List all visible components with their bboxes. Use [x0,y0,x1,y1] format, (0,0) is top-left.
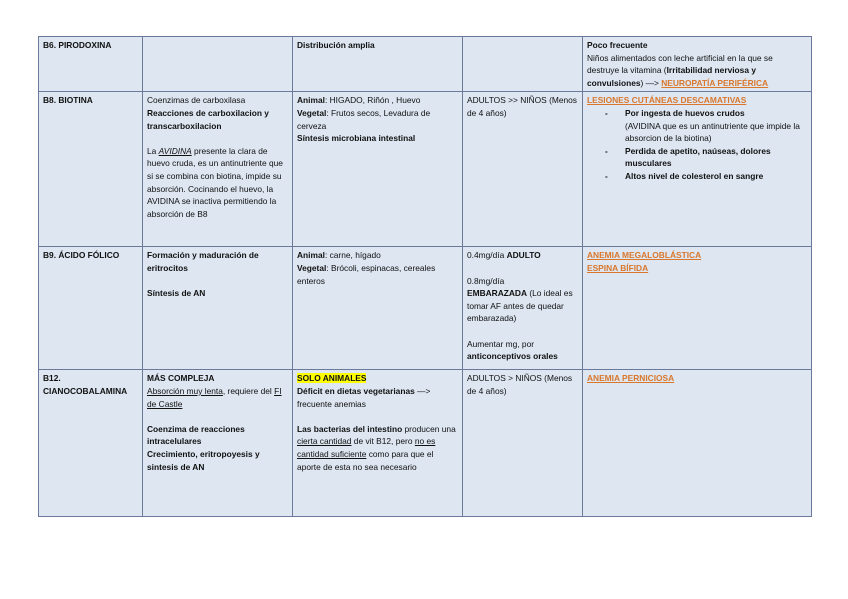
b6-deficiency-title: Poco frecuente [587,40,648,50]
table-row-b8 [39,92,812,247]
b9-espina-bifida: ESPINA BÍFIDA [587,262,649,273]
b12-coenzyme: Coenzima de reacciones intracelulares [147,423,245,447]
b8-item-1-bold: Por ingesta de huevos crudos [625,107,745,118]
b9-pregnant [467,287,578,325]
b6-deficiency-text [587,52,807,90]
b12-growth: Crecimiento, eritropoyesis y sintesis de AN [147,448,260,472]
b9-vegetal-label: Vegetal [297,262,327,273]
b8-animal [297,94,458,107]
b12-sources [293,370,463,517]
table-row-b6 [39,37,812,92]
b8-vegetal-label: Vegetal [297,107,327,118]
b9-requirements [463,247,583,370]
b8-vegetal-text: : Frutos secos, Levadura de cerveza [297,107,431,131]
b12-absorption-text: , requiere del [222,385,275,396]
b9-adult-label: ADULTO [506,250,541,261]
b12-absorption-slow: Absorción muy lenta [147,385,223,396]
table-row-b12 [39,370,812,517]
vitamin-name-b9: B9. ÁCIDO FÓLICO [39,247,143,370]
b9-vegetal-text: : Brócoli, espinacas, cereales enteros [297,262,436,286]
b8-function [143,92,293,247]
b9-anemia: ANEMIA MEGALOBLÁSTICA [587,250,702,261]
b8-function-line-2: Reacciones de carboxilacion y transcarboxilacion [147,107,269,131]
b9-function-line-1: Formación y maduración de eritrocitos [147,250,259,273]
list-item: - Perdida de apetito, naúseas, dolores musculares [587,145,807,170]
b12-anemia: ANEMIA PERNICIOSA [587,373,675,384]
b12-requirements: ADULTOS > NIÑOS (Menos de 4 años) [463,370,583,517]
b8-deficiency-title: LESIONES CUTÁNEAS DESCAMATIVAS [587,95,747,106]
b9-function-line-2: Síntesis de AN [147,288,206,299]
b9-pregnant-label: EMBARAZADA [467,288,528,299]
b8-avidina-word: AVIDINA [158,145,192,156]
b9-function [143,247,293,370]
b8-requirements: ADULTOS >> NIÑOS (Menos de 4 años) [463,92,583,247]
b9-animal-label: Animal [297,250,325,261]
b9-adult-dose: 0.4mg/día [467,250,507,261]
vitamin-name-b6: B6. PIRODOXINA [39,37,143,92]
vitamin-name-b8: B8. BIOTINA [39,92,143,247]
b12-castle: FI de Castle [147,385,282,409]
b12-deficit [297,385,458,410]
b12-deficit-text: —> frecuente anemias [297,385,431,409]
b8-avidina-paragraph [147,145,288,221]
b8-animal-text: : HIGADO, Riñón , Huevo [324,95,421,106]
b12-bacteria-bold: Las bacterias del intestino [297,423,403,434]
b6-neuropatia: NEUROPATÍA PERIFÉRICA [661,77,769,88]
b6-requirements [463,37,583,92]
b8-item-1-text: (AVIDINA que es un antinutriente que impide la absorcion de la biotina) [625,120,800,144]
b6-text-1: Niños alimentados con leche artificial en la que se destruye la vitamina ( [587,52,773,76]
b8-vegetal [297,107,458,132]
b6-function [143,37,293,92]
b12-bacteria [297,423,458,473]
vitamin-table [38,36,812,517]
b9-animal-text: : carne, hígado [324,250,381,261]
b8-avidina-post: presente la clara de huevo cruda, es un antinutriente que si se combina con biotina, impide su absorción. Cocinando el huevo, la AVIDINA se inactiva permitiendo la absorción de B8 [147,145,283,219]
b8-deficiency [583,92,812,247]
b12-function [143,370,293,517]
list-item [587,107,807,145]
b12-bacteria-t2: de vit B12, pero [351,436,415,447]
b8-sintesis: Síntesis microbiana intestinal [297,133,416,144]
b12-bacteria-u1: cierta cantidad [297,436,352,447]
b12-title: MÁS COMPLEJA [147,373,215,384]
b12-absorption [147,385,288,410]
b6-sources: Distribución amplia [293,37,463,92]
b9-adult [467,249,578,262]
b8-sources [293,92,463,247]
b9-pregnant-text: (Lo ideal es tomar AF antes de quedar embarazada) [467,288,573,324]
b12-deficit-bold: Déficit en dietas vegetarianas [297,385,415,396]
b9-contraceptives [467,338,578,363]
b9-vegetal [297,262,458,287]
b8-animal-label: Animal [297,95,325,106]
b9-deficiency [583,247,812,370]
b9-animal [297,249,458,262]
b9-pregnant-dose: 0.8mg/día [467,275,505,286]
b8-deficiency-list [587,107,807,183]
b9-contraceptives-text: Aumentar mg, por [467,338,535,349]
b12-solo-animales: SOLO ANIMALES [297,373,367,384]
b12-deficiency [583,370,812,517]
list-item: - Altos nivel de colesterol en sangre [587,170,807,183]
b12-bacteria-t1: producen una [402,423,456,434]
b6-deficiency [583,37,812,92]
b8-avidina-pre: La [147,145,159,156]
b9-sources [293,247,463,370]
b8-function-line-1: Coenzimas de carboxilasa [147,95,246,106]
b12-bacteria-t3: como para que el aporte de esta no sea necesario [297,448,434,472]
b12-bacteria-u2: no es cantidad suficiente [297,436,436,459]
b6-text-bold: Irritabilidad nerviosa y convulsiones [587,65,756,88]
table-row-b9 [39,247,812,370]
vitamin-name-b12: B12. CIANOCOBALAMINA [39,370,143,517]
b6-text-2: ) —> [640,77,662,88]
b9-contraceptives-bold: anticonceptivos orales [467,351,558,362]
